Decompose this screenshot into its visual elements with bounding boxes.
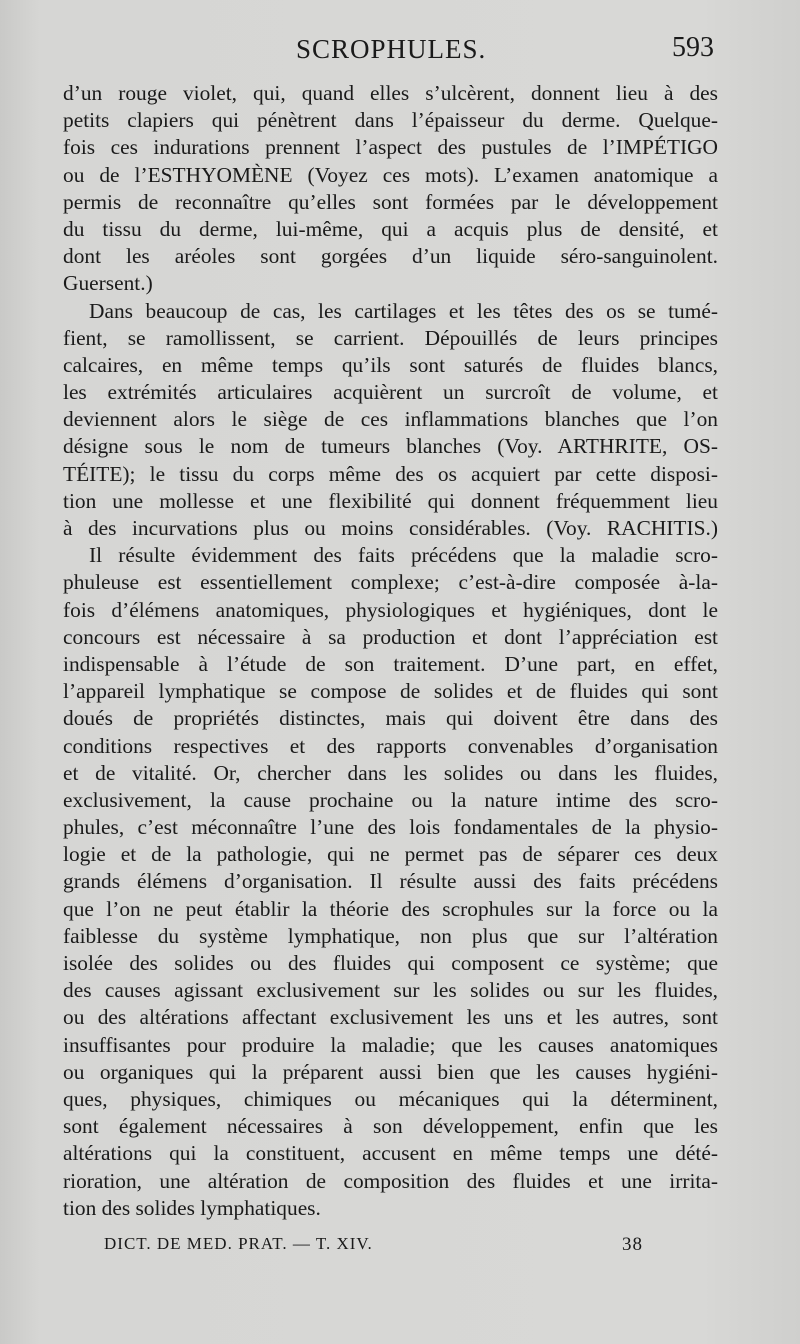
text-line: ou de l’ESTHYOMÈNE (Voyez ces mots). L’examen anatomique a bbox=[63, 162, 718, 187]
text-line: ou organiques qui la préparent aussi bien que les causes hygiéni- bbox=[63, 1059, 718, 1084]
text-line: doués de propriétés distinctes, mais qui doivent être dans des bbox=[63, 706, 718, 731]
text-line: les extrémités articulaires acquièrent un surcroît de volume, et bbox=[63, 380, 718, 405]
text-line: tion des solides lymphatiques. bbox=[63, 1195, 321, 1220]
text-line: fient, se ramollissent, se carrient. Dépouillés de leurs principes bbox=[63, 325, 718, 350]
text-line: et de vitalité. Or, chercher dans les solides ou dans les fluides, bbox=[63, 760, 718, 785]
text-line: du tissu du derme, lui-même, qui a acquis plus de densité, et bbox=[63, 216, 718, 241]
text-line: ques, physiques, chimiques ou mécaniques qui la déterminent, bbox=[63, 1086, 718, 1111]
text-line: calcaires, en même temps qu’ils sont saturés de fluides blancs, bbox=[63, 352, 718, 377]
text-line: permis de reconnaître qu’elles sont formées par le développement bbox=[63, 189, 718, 214]
text-line: conditions respectives et des rapports convenables d’organisation bbox=[63, 733, 718, 758]
text-line: dont les aréoles sont gorgées d’un liquide séro-sanguinolent. bbox=[63, 244, 718, 269]
text-line: ou des altérations affectant exclusivement les uns et les autres, sont bbox=[63, 1005, 718, 1030]
text-line: TÉITE); le tissu du corps même des os acquiert par cette disposi- bbox=[63, 461, 718, 486]
page-header bbox=[0, 34, 800, 74]
text-line: rioration, une altération de composition des fluides et une irrita- bbox=[63, 1168, 718, 1193]
text-line: tion une mollesse et une flexibilité qui donnent fréquemment lieu bbox=[63, 488, 718, 513]
text-line: fois ces indurations prennent l’aspect des pustules de l’IMPÉTIGO bbox=[63, 135, 718, 160]
body-text bbox=[63, 80, 718, 1222]
text-line: indispensable à l’étude de son traitement. D’une part, en effet, bbox=[63, 651, 718, 676]
text-line: exclusivement, la cause prochaine ou la nature intime des scro- bbox=[63, 787, 718, 812]
text-line: altérations qui la constituent, accusent en même temps une dété- bbox=[63, 1141, 718, 1166]
text-line: phules, c’est méconnaître l’une des lois fondamentales de la physio- bbox=[63, 815, 718, 840]
text-line: insuffisantes pour produire la maladie; que les causes anatomiques bbox=[63, 1032, 718, 1057]
text-line: faiblesse du système lymphatique, non plus que sur l’altération bbox=[63, 923, 718, 948]
page-number: 593 bbox=[672, 32, 714, 63]
page-footer bbox=[0, 1234, 800, 1258]
text-line: des causes agissant exclusivement sur les solides ou sur les fluides, bbox=[63, 978, 718, 1003]
text-line: concours est nécessaire à sa production et dont l’appréciation est bbox=[63, 624, 718, 649]
text-line: logie et de la pathologie, qui ne permet pas de séparer ces deux bbox=[63, 842, 718, 867]
text-line: d’un rouge violet, qui, quand elles s’ulcèrent, donnent lieu à des bbox=[63, 81, 718, 105]
footer-label: DICT. DE MED. PRAT. — T. XIV. bbox=[104, 1234, 373, 1253]
text-line: l’appareil lymphatique se compose de solides et de fluides qui sont bbox=[63, 679, 718, 704]
text-line: grands élémens d’organisation. Il résulte aussi des faits précédens bbox=[63, 869, 718, 894]
text-line: à des incurvations plus ou moins considérables. (Voy. RACHITIS.) bbox=[63, 516, 718, 540]
text-line: Il résulte évidemment des faits précédens que la maladie scro- bbox=[89, 543, 718, 568]
text-line: fois d’élémens anatomiques, physiologiques et hygiéniques, dont le bbox=[63, 597, 718, 622]
signature-mark: 38 bbox=[622, 1234, 643, 1255]
text-line: sont également nécessaires à son développement, enfin que les bbox=[63, 1114, 718, 1139]
text-line: désigne sous le nom de tumeurs blanches (Voy. ARTHRITE, OS- bbox=[63, 434, 718, 459]
text-line: que l’on ne peut établir la théorie des scrophules sur la force ou la bbox=[63, 896, 718, 921]
text-line: isolée des solides ou des fluides qui composent ce système; que bbox=[63, 951, 718, 975]
text-line: deviennent alors le siège de ces inflammations blanches que l’on bbox=[63, 407, 718, 432]
text-line: Dans beaucoup de cas, les cartilages et les têtes des os se tumé- bbox=[89, 298, 718, 323]
text-line: Guersent.) bbox=[63, 271, 153, 296]
text-line: phuleuse est essentiellement complexe; c’est-à-dire composée à-la- bbox=[63, 570, 718, 595]
running-title: SCROPHULES. bbox=[296, 34, 487, 64]
text-line: petits clapiers qui pénètrent dans l’épaisseur du derme. Quelque- bbox=[63, 108, 718, 133]
